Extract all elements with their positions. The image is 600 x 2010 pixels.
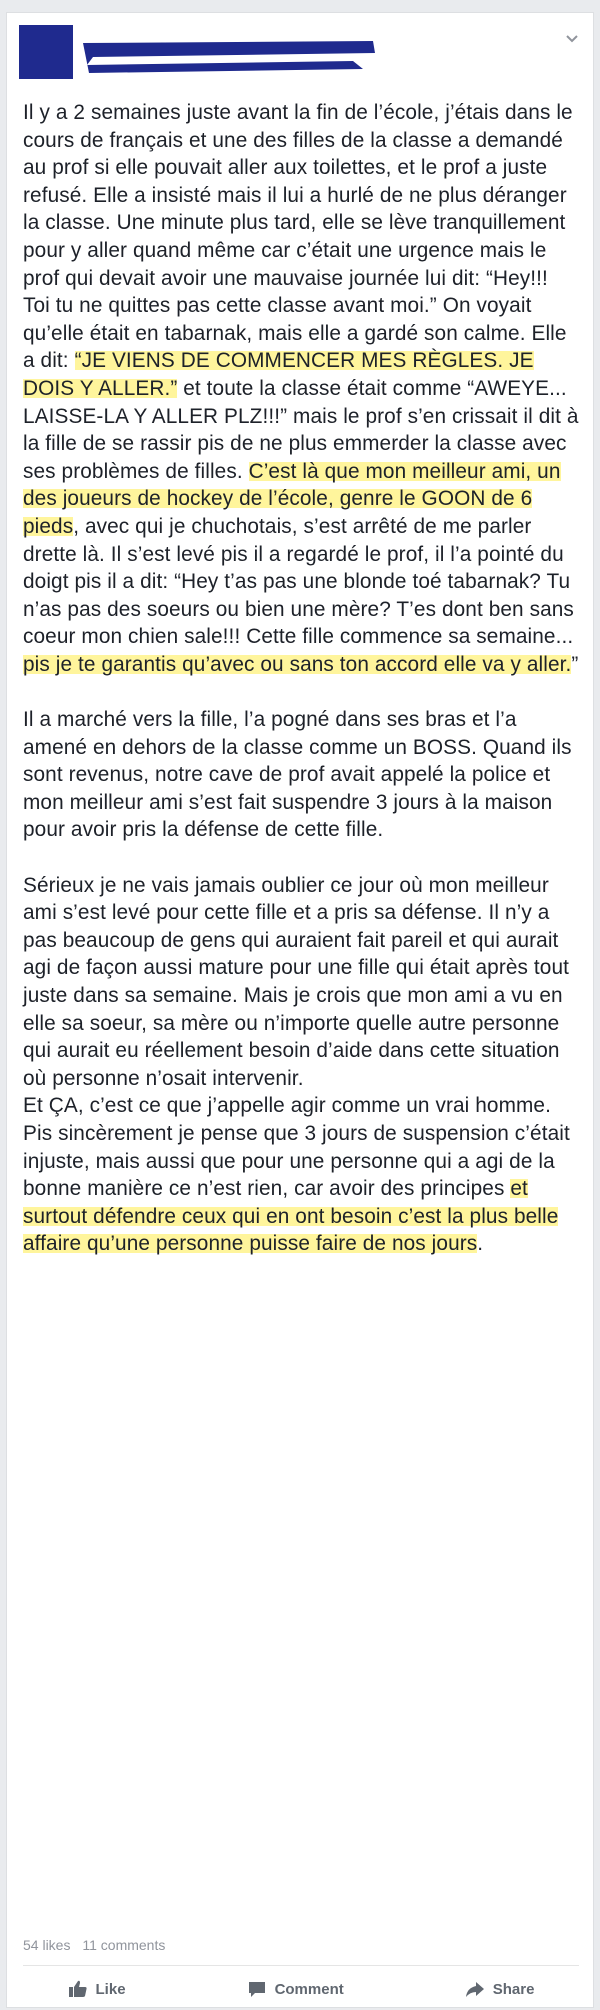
post-text: Il a marché vers la fille, l’a pogné dans ses bras et l’a amené en dehors de la classe comme un BOSS. Quand ils sont revenus, notre cave de prof avait appelé la police et mon meilleur ami s’est fait suspendre 3 jours à la maison pour avoir pris la défense de cette fille. [23,708,572,842]
highlighted-text: et surtout défendre ceux qui en ont besoin c’est la plus belle affaire qu’une personne puisse faire de nos jours [23,1177,559,1256]
comment-icon [247,1979,267,1999]
comment-button[interactable] [247,1979,344,1999]
highlighted-text: C’est là que mon meilleur ami, un des joueurs de hockey de l’école, genre le GOON de 6 pieds [23,459,561,538]
post-text: et toute la classe était comme “AWEYE... LAISSE-LA Y ALLER PLZ!!!” mais le prof s’en crissait il dit à la fille de se rassir pis de ne plus emmerder la classe avec ses problèmes de filles. [23,376,579,483]
post-paragraph [23,99,579,678]
likes-count[interactable]: 54 likes [23,1937,71,1953]
avatar[interactable] [19,25,73,79]
action-bar [7,1973,595,2005]
post-paragraph [23,872,579,1258]
comment-label: Comment [274,1980,344,1998]
share-label: Share [492,1980,535,1998]
thumbs-up-icon [68,1979,88,1999]
share-button[interactable] [465,1979,535,1999]
post-stats [23,1937,173,1953]
post-text: Et ÇA, c’est ce que j’appelle agir comme un vrai homme. Pis sincèrement je pense que 3 jours de suspension c’était injuste, mais aussi que pour une personne qui a agi de la bonne manière ce n’est rien, car avoir des principes [23,1094,570,1201]
post-text: Sérieux je ne vais jamais oublier ce jour où mon meilleur ami s’est levé pour cette fille et a pris sa défense. Il n’y a pas beaucoup de gens qui auraient fait pareil et qui aurait agi de façon aussi mature pour une fille qui était après tout juste dans sa semaine. Mais je crois que mon ami a vu en elle sa soeur, sa mère ou n’importe quelle autre personne qui aurait eu réellement besoin d’aide dans cette situation où personne n’osait intervenir. [23,873,569,1090]
like-button[interactable] [68,1979,126,1999]
post-text: ” [571,652,579,676]
post-paragraph [23,706,579,844]
share-icon [465,1979,485,1999]
comments-count[interactable]: 11 comments [82,1937,166,1953]
post-text: Il y a 2 semaines juste avant la fin de l’école, j’étais dans le cours de français et une des filles de la classe a demandé au prof si elle pouvait aller aux toilettes, et le prof a juste refusé. Elle a insisté mais il lui a hurlé de ne plus déranger la classe. Une minute plus tard, elle se lève tranquillement pour y aller quand même car c’était une urgence mais le prof qui devait avoir une mauvaise journée lui dit: “Hey!!! Toi tu ne quittes pas cette classe avant moi.” On voyait qu’elle était en tabarnak, mais elle a gardé son calme. Elle a dit: [23,101,573,373]
divider [23,1965,579,1966]
post-text: . [477,1232,484,1256]
post-card [6,12,594,2008]
highlighted-text: “JE VIENS DE COMMENCER MES RÈGLES. JE DOIS Y ALLER.” [23,349,534,400]
chevron-down-icon[interactable] [565,31,579,45]
post-text: , avec qui je chuchotais, s’est arrêté de me parler drette là. Il s’est levé pis il a regardé le prof, il l’a pointé du doigt pis il a dit: “Hey t’as pas une blonde toé tabarnak? Tu n’as pas des soeurs ou bien une mère? T’es dont ben sans coeur mon chien sale!!! Cette fille commence sa semaine... [23,514,574,649]
top-strip [0,0,600,12]
post-body [23,99,579,1286]
redacted-author-name [83,35,383,75]
like-label: Like [95,1980,126,1998]
highlighted-text: pis je te garantis qu’avec ou sans ton accord elle va y aller. [23,652,572,676]
